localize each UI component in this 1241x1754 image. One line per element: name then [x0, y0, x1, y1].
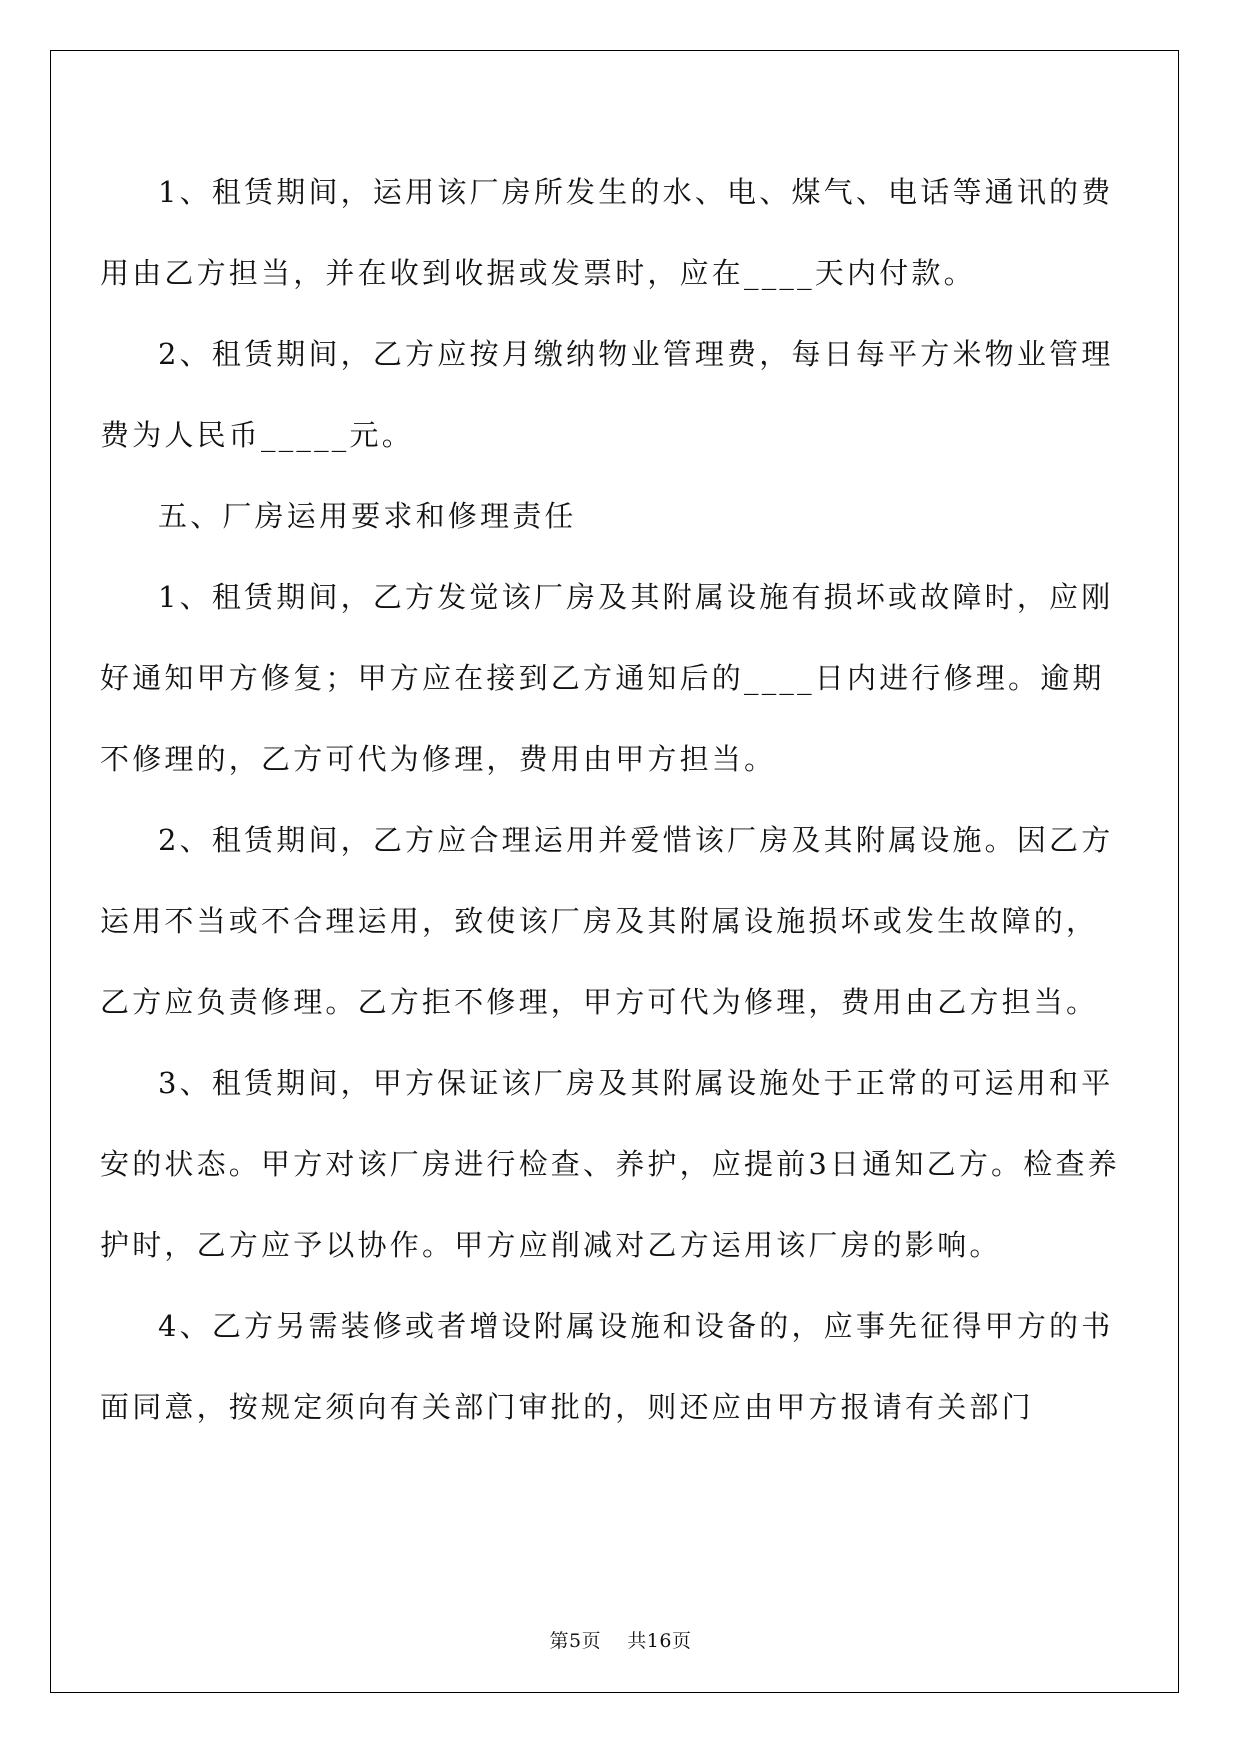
- paragraph-3: 1、租赁期间，乙方发觉该厂房及其附属设施有损坏或故障时，应刚好通知甲方修复；甲方应在接到乙方通知后的____日内进行修理。逾期不修理的，乙方可代为修理，费用由甲方担当。: [100, 580, 1114, 776]
- page-footer: [0, 1626, 1241, 1653]
- section-heading: 五、厂房运用要求和修理责任: [158, 499, 577, 533]
- paragraph-1: 1、租赁期间，运用该厂房所发生的水、电、煤气、电话等通讯的费用由乙方担当，并在收到收据或发票时，应在____天内付款。: [100, 175, 1114, 290]
- total-pages: 共16页: [627, 1630, 692, 1652]
- paragraph-6: 4、乙方另需装修或者增设附属设施和设备的，应事先征得甲方的书面同意，按规定须向有关部门审批的，则还应由甲方报请有关部门: [100, 1309, 1114, 1424]
- page-number: 第5页: [549, 1630, 602, 1652]
- paragraph-4: 2、租赁期间，乙方应合理运用并爱惜该厂房及其附属设施。因乙方运用不当或不合理运用，致使该厂房及其附属设施损坏或发生故障的，乙方应负责修理。乙方拒不修理，甲方可代为修理，费用由乙方担当。: [100, 823, 1114, 1019]
- paragraph-2: 2、租赁期间，乙方应按月缴纳物业管理费，每日每平方米物业管理费为人民币_____元。: [100, 337, 1114, 452]
- document-body: [100, 152, 1130, 1448]
- paragraph-5: 3、租赁期间，甲方保证该厂房及其附属设施处于正常的可运用和平安的状态。甲方对该厂房进行检查、养护，应提前3日通知乙方。检查养护时，乙方应予以协作。甲方应削减对乙方运用该厂房的影响。: [100, 1066, 1120, 1262]
